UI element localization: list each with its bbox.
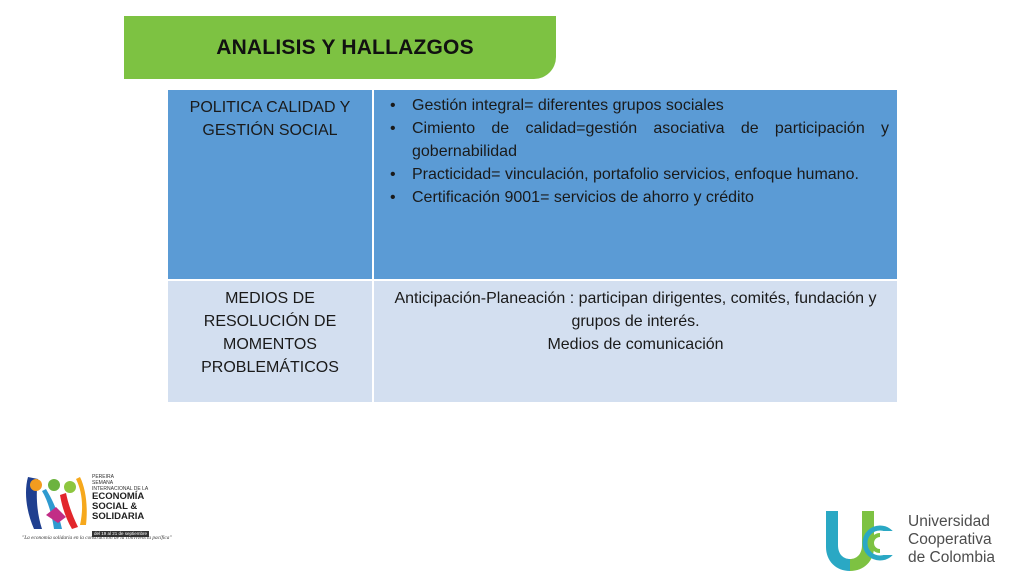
ucc-line3: de Colombia <box>908 549 996 566</box>
semana-name2: SOCIAL & <box>92 501 138 512</box>
row-content-policy <box>373 89 898 280</box>
semana-figures-icon <box>22 471 88 533</box>
ucc-logo <box>824 509 1014 571</box>
content-line: Anticipación-Planeación : participan dirigentes, comités, fundación y grupos de interés. <box>394 290 877 330</box>
row-content-resolution <box>373 280 898 403</box>
semana-name1: ECONOMÍA <box>92 491 145 502</box>
row-label-policy: POLITICA CALIDAD Y GESTIÓN SOCIAL <box>167 89 373 280</box>
semana-city: PEREIRA <box>92 474 114 480</box>
ucc-line1: Universidad <box>908 513 990 530</box>
semana-motto: "La economía solidaria en la construcción de la convivencia pacífica" <box>22 535 172 541</box>
table-row <box>167 89 898 280</box>
list-item: • Cimiento de calidad=gestión asociativa de participación y gobernabilidad <box>388 117 889 163</box>
ucc-mark-icon <box>824 509 898 571</box>
list-item: • Gestión integral= diferentes grupos sociales <box>388 94 889 117</box>
findings-table <box>166 88 899 404</box>
content-line: Medios de comunicación <box>547 336 724 353</box>
row-label-resolution: MEDIOS DE RESOLUCIÓN DE MOMENTOS PROBLEMÁTICOS <box>167 280 373 403</box>
bullet-list <box>388 94 889 209</box>
semana-line2: INTERNACIONAL DE LA <box>92 486 149 492</box>
semana-economia-logo <box>22 471 172 547</box>
slide-title: ANALISIS Y HALLAZGOS <box>216 35 474 59</box>
semana-text-block <box>92 474 166 540</box>
list-item: • Practicidad= vinculación, portafolio servicios, enfoque humano. <box>388 163 889 186</box>
ucc-line2: Cooperativa <box>908 531 992 548</box>
semana-dates: del 19 al 21 de septiembre <box>94 531 148 536</box>
semana-line1: SEMANA <box>92 480 114 486</box>
table-row <box>167 280 898 403</box>
list-item: • Certificación 9001= servicios de ahorro y crédito <box>388 186 889 209</box>
ucc-wordmark <box>908 513 995 567</box>
semana-name3: SOLIDARIA <box>92 511 145 522</box>
title-banner <box>124 16 556 79</box>
